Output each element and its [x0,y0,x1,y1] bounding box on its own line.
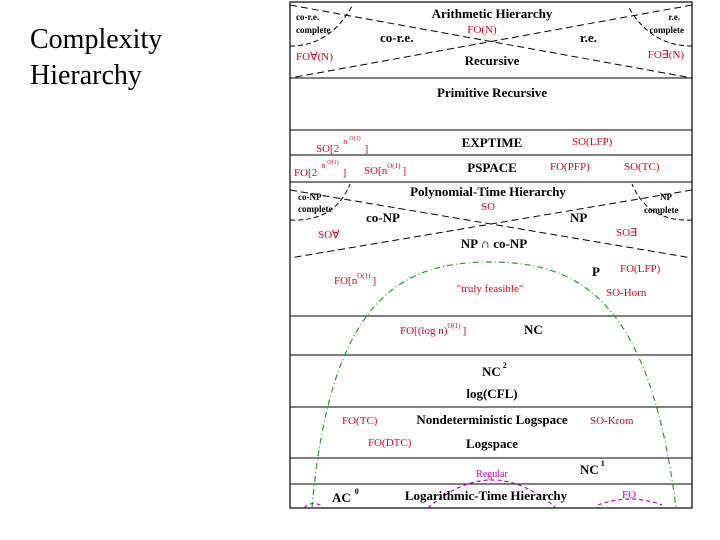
fo-tc-label: FO(TC) [342,415,378,427]
fo-lfp-label: FO(LFP) [620,263,661,275]
re-complete-label-b: complete [649,25,684,35]
nc1-label: NC $^1$ [580,459,605,477]
slide-title-line-2: Hierarchy [30,60,142,91]
conp-complete-label-a: co-NP [298,192,322,202]
conp-label: co-NP [366,210,400,225]
conp-complete-label-b: complete [298,204,333,214]
polynomial-time-hierarchy-label: Polynomial-Time Hierarchy [410,184,566,199]
so-exists-label: SO∃ [616,227,638,239]
fo-pfp-label: FO(PFP) [550,161,590,173]
co-re-complete-label-b: complete [296,25,331,35]
recursive-label: Recursive [464,53,520,68]
log-cfl-label: log(CFL) [466,386,518,401]
fo-forall-n-label: FO∀(N) [296,51,333,63]
nondeterministic-logspace-label: Nondeterministic Logspace [416,412,568,427]
ac0-label: AC $^0$ [332,487,359,505]
ac0-arc [304,503,322,508]
exptime-label: EXPTIME [461,135,523,150]
fo-poly-label: $FO[n^{O(1)}$ ] [334,272,377,287]
regular-label: Regular [476,469,508,480]
so-exp-label: SO[2$^n$ $^{O(1)}$] [316,136,369,155]
fo-polylog-label: FO[(log n)$^{O(1)}$ ] [400,322,467,337]
fo-n-label: FO(N) [467,24,497,36]
so-krom-label: SO-Krom [590,415,634,427]
truly-feasible-label: "truly feasible" [456,283,524,295]
pspace-label: PSPACE [467,160,517,175]
co-re-complete-label-a: co-r.e. [296,12,320,22]
np-label: NP [570,210,588,225]
nc-label: NC [524,322,543,337]
so-lfp-label: SO(LFP) [572,136,613,148]
co-re-label: co-r.e. [380,30,414,45]
so-horn-label: SO-Horn [606,287,647,299]
arithmetic-hierarchy-label: Arithmetic Hierarchy [431,6,553,21]
np-complete-label-a: NP [660,192,672,202]
fo-exists-n-label: FO∃(N) [647,49,684,61]
fo-dtc-label: FO(DTC) [368,437,412,449]
fo-exp-label: FO[2$^n$ $^{O(1)}$] [294,160,347,179]
so-poly-label: $SO[n^{O(1)}$ ] [364,162,407,177]
so-label: SO [480,201,496,213]
np-complete-label-b: complete [644,205,679,215]
re-complete-label-a: r.e. [668,12,680,22]
fo-label: FO [622,489,637,501]
p-label: P [592,264,600,279]
logarithmic-time-hierarchy-label: Logarithmic-Time Hierarchy [404,488,568,503]
so-tc-label: SO(TC) [624,161,660,173]
logspace-label: Logspace [466,436,518,451]
np-cap-conp-label: NP ∩ co-NP [460,236,528,251]
nc2-label: NC $^2$ [482,361,507,379]
re-label: r.e. [580,30,597,45]
so-forall-label: SO∀ [318,229,340,241]
slide-title-line-1: Complexity [30,24,163,55]
conp-complete-arc [290,184,350,220]
primitive-recursive-label: Primitive Recursive [436,85,548,100]
